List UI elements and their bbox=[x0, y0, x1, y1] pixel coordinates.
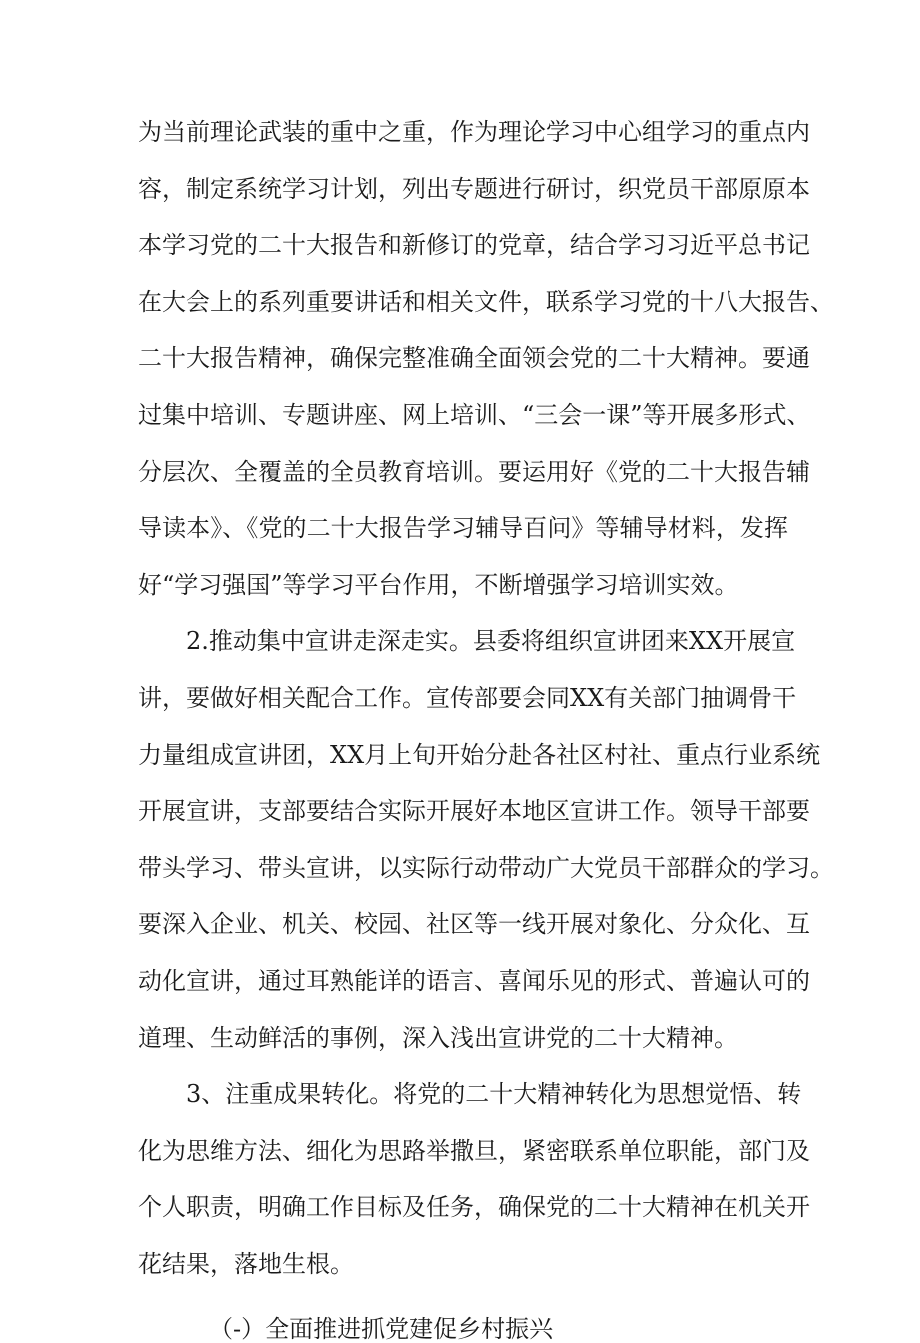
paragraph-line: 2.推动集中宣讲走深走实。县委将组织宣讲团来XX开展宣 bbox=[186, 627, 796, 655]
paragraph-line: 为当前理论武装的重中之重，作为理论学习中心组学习的重点内 bbox=[138, 118, 810, 146]
paragraph-line: 过集中培训、专题讲座、网上培训、“三会一课”等开展多形式、 bbox=[138, 401, 811, 429]
paragraph-line: 分层次、全覆盖的全员教育培训。要运用好《党的二十大报告辅 bbox=[138, 458, 810, 486]
paragraph-line: 讲，要做好相关配合工作。宣传部要会同XX有关部门抽调骨干 bbox=[138, 684, 797, 712]
paragraph-line: 二十大报告精神，确保完整准确全面领会党的二十大精神。要通 bbox=[138, 344, 810, 372]
paragraph-line: 花结果，落地生根。 bbox=[138, 1250, 354, 1278]
paragraph-line: 开展宣讲，支部要结合实际开展好本地区宣讲工作。领导干部要 bbox=[138, 797, 810, 825]
paragraph-line: 要深入企业、机关、校园、社区等一线开展对象化、分众化、互 bbox=[138, 910, 810, 938]
paragraph-line: 在大会上的系列重要讲话和相关文件，联系学习党的十八大报告、 bbox=[138, 288, 834, 316]
paragraph-line: 容，制定系统学习计划，列出专题进行研讨，织党员干部原原本 bbox=[138, 175, 810, 203]
paragraph-line: 力量组成宣讲团，XX月上旬开始分赴各社区村社、重点行业系统 bbox=[138, 741, 821, 769]
paragraph-line: 动化宣讲，通过耳熟能详的语言、喜闻乐见的形式、普遍认可的 bbox=[138, 967, 810, 995]
paragraph-line: 道理、生动鲜活的事例，深入浅出宣讲党的二十大精神。 bbox=[138, 1024, 738, 1052]
paragraph-line: 导读本》、《党的二十大报告学习辅导百问》等辅导材料，发挥 bbox=[138, 514, 788, 542]
paragraph-line: 3、注重成果转化。将党的二十大精神转化为思想觉悟、转 bbox=[186, 1080, 802, 1108]
paragraph-line: 个人职责，明确工作目标及任务，确保党的二十大精神在机关开 bbox=[138, 1193, 810, 1221]
section-heading: （-）全面推进抓党建促乡村振兴 bbox=[209, 1315, 554, 1343]
paragraph-line: 化为思维方法、细化为思路举撒旦，紧密联系单位职能，部门及 bbox=[138, 1137, 810, 1165]
paragraph-line: 本学习党的二十大报告和新修订的党章，结合学习习近平总书记 bbox=[138, 231, 810, 259]
paragraph-line: 好“学习强国”等学习平台作用，不断增强学习培训实效。 bbox=[138, 571, 739, 599]
paragraph-line: 带头学习、带头宣讲，以实际行动带动广大党员干部群众的学习。 bbox=[138, 854, 834, 882]
